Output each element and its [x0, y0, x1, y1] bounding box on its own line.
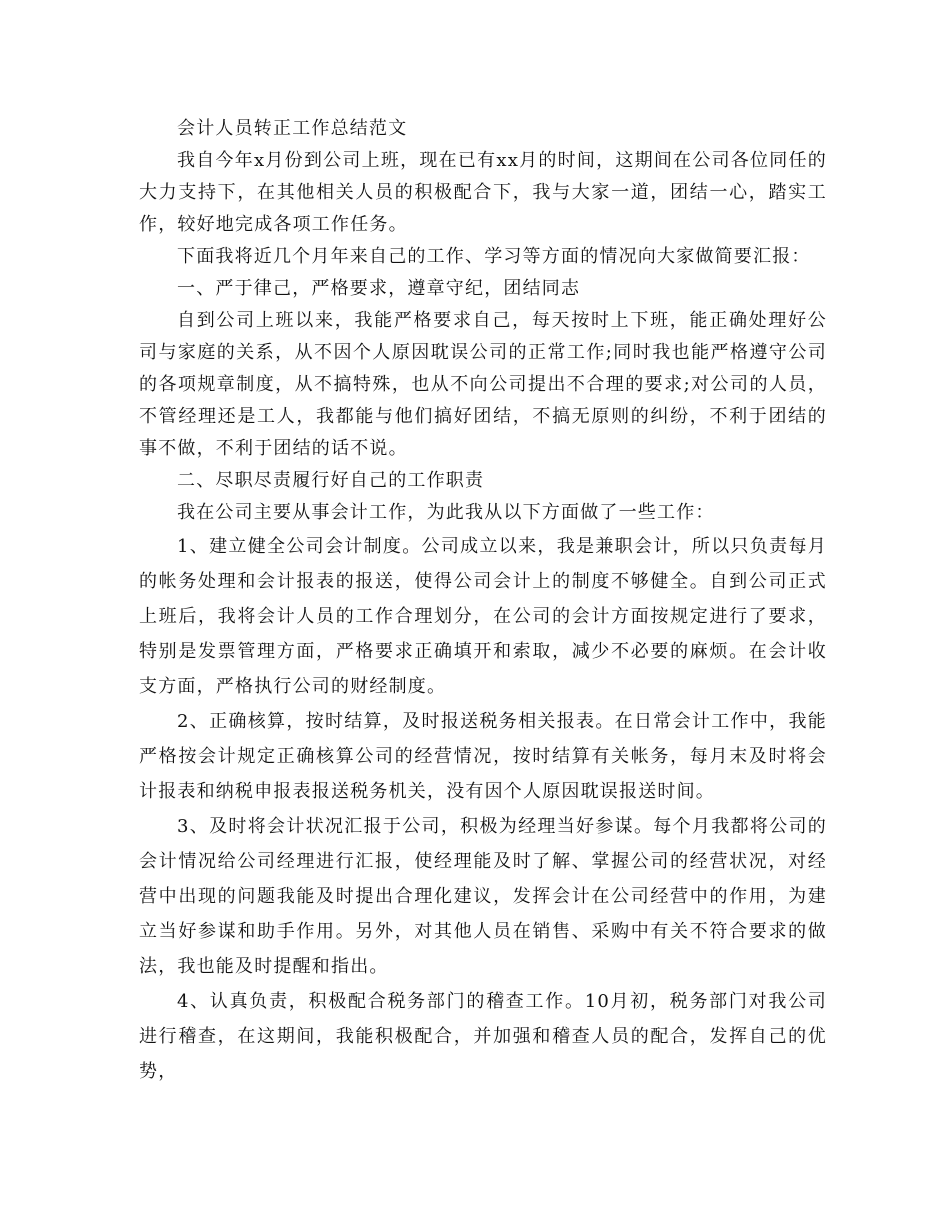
list-item-4: 4、认真负责，积极配合税务部门的稽查工作。10月初，税务部门对我公司进行稽查，在这期间，我能积极配合，并加强和稽查人员的配合，发挥自己的优势， — [139, 991, 827, 1082]
paragraph-report-lead: 下面我将近几个月年来自己的工作、学习等方面的情况向大家做简要汇报： — [177, 246, 811, 267]
section-heading-1: 一、严于律己，严格要求，遵章守纪，团结同志 — [177, 278, 581, 299]
document-title: 会计人员转正工作总结范文 — [177, 118, 408, 139]
paragraph-duties-lead: 我在公司主要从事会计工作，为此我从以下方面做了一些工作： — [177, 502, 715, 523]
list-item-3: 3、及时将会计状况汇报于公司，积极为经理当好参谋。每个月我都将公司的会计情况给公司经理进行汇报，使经理能及时了解、掌握公司的经营状况，对经营中出现的问题我能及时提出合理化建议，发挥会计在公司经营中的作用，为建立当好参谋和助手作用。另外，对其他人员在销售、采购中有关不符合要求的做法，我也能及时提醒和指出。 — [139, 816, 827, 977]
section-heading-2: 二、尽职尽责履行好自己的工作职责 — [177, 470, 485, 491]
paragraph-discipline: 自到公司上班以来，我能严格要求自己，每天按时上下班，能正确处理好公司与家庭的关系，从不因个人原因耽误公司的正常工作;同时我也能严格遵守公司的各项规章制度，从不搞特殊，也从不向公司提出不合理的要求;对公司的人员，不管经理还是工人，我都能与他们搞好团结，不搞无原则的纠纷，不利于团结的事不做，不利于团结的话不说。 — [139, 310, 827, 459]
list-item-2: 2、正确核算，按时结算，及时报送税务相关报表。在日常会计工作中，我能严格按会计规定正确核算公司的经营情况，按时结算有关帐务，每月末及时将会计报表和纳税申报表报送税务机关，没有因个人原因耽误报送时间。 — [139, 711, 827, 802]
list-item-1: 1、建立健全公司会计制度。公司成立以来，我是兼职会计，所以只负责每月的帐务处理和会计报表的报送，使得公司会计上的制度不够健全。自到公司正式上班后，我将会计人员的工作合理划分，在公司的会计方面按规定进行了要求，特别是发票管理方面，严格要求正确填开和索取，减少不必要的麻烦。在会计收支方面，严格执行公司的财经制度。 — [139, 536, 827, 697]
paragraph-intro: 我自今年x月份到公司上班，现在已有xx月的时间，这期间在公司各位同任的大力支持下，在其他相关人员的积极配合下，我与大家一道，团结一心，踏实工作，较好地完成各项工作任务。 — [139, 150, 827, 235]
document-body — [139, 113, 827, 1089]
